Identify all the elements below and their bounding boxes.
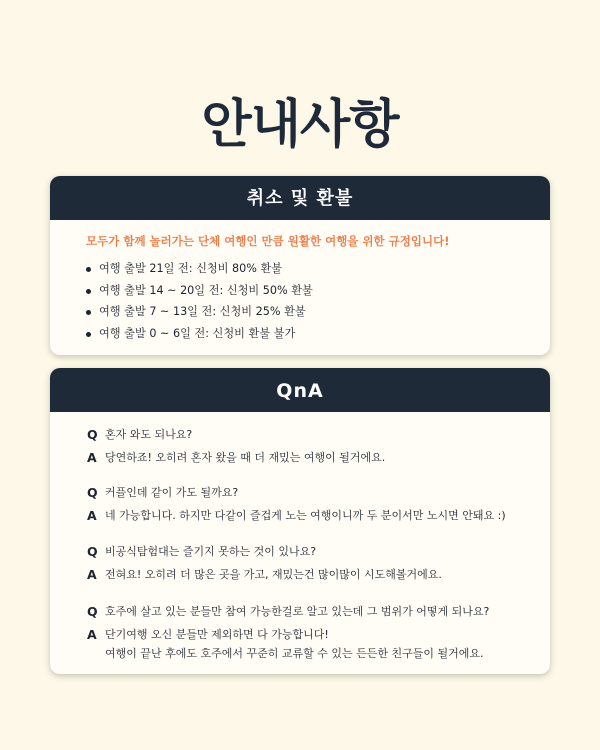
refund-notice: 모두가 함께 놀러가는 단체 여행인 만큼 원활한 여행을 위한 규정입니다!	[86, 234, 450, 248]
answer-row	[87, 505, 540, 526]
question-row	[87, 482, 540, 503]
bullet-icon	[86, 267, 91, 272]
question-mark: Q	[87, 485, 98, 500]
refund-item	[84, 280, 550, 302]
question-row	[87, 601, 540, 622]
answer-row	[87, 447, 540, 468]
bullet-icon	[86, 289, 91, 294]
refund-list	[50, 258, 550, 344]
bullet-icon	[86, 332, 91, 337]
refund-item-text: 여행 출발 7 ~ 13일 전: 신청비 25% 환불	[99, 305, 306, 318]
answer-text: 네 가능합니다. 하지만 다같이 즐겁게 노는 여행이니까 두 분이서만 노시면 안돼요 :)	[105, 509, 506, 522]
question-row	[87, 424, 540, 445]
qna-item	[87, 482, 540, 526]
page-title: 안내사항	[201, 95, 399, 155]
answer-text-continued: 여행이 끝난 후에도 호주에서 꾸준히 교류할 수 있는 든든한 친구들이 될거에요.	[105, 647, 484, 660]
qna-card	[50, 368, 550, 674]
answer-mark: A	[87, 450, 97, 465]
question-mark: Q	[87, 604, 98, 619]
answer-text: 단기여행 오신 분들만 제외하면 다 가능합니다!	[105, 628, 329, 641]
refund-card-header: 취소 및 환불	[50, 176, 550, 220]
refund-item-text: 여행 출발 0 ~ 6일 전: 신청비 환불 불가	[99, 326, 296, 340]
refund-item	[84, 258, 550, 280]
question-mark: Q	[87, 427, 98, 442]
qna-item	[87, 541, 540, 585]
refund-card	[50, 176, 550, 355]
question-text: 호주에 살고 있는 분들만 참여 가능한걸로 알고 있는데 그 범위가 어떻게 되나요?	[105, 605, 490, 618]
refund-item-text: 여행 출발 14 ~ 20일 전: 신청비 50% 환불	[99, 283, 313, 297]
refund-item	[84, 301, 550, 323]
question-mark: Q	[87, 544, 98, 559]
refund-item	[84, 323, 550, 345]
question-text: 커플인데 같이 가도 될까요?	[105, 486, 239, 499]
question-row	[87, 541, 540, 562]
answer-text: 당연하죠! 오히려 혼자 왔을 때 더 재밌는 여행이 될거에요.	[105, 451, 386, 464]
answer-text: 전혀요! 오히려 더 많은 곳을 가고, 재밌는건 많이많이 시도해볼거에요.	[105, 568, 442, 581]
question-text: 혼자 와도 되나요?	[105, 428, 193, 441]
answer-mark: A	[87, 508, 97, 523]
qna-item	[87, 424, 540, 468]
qna-item	[87, 601, 540, 663]
answer-mark: A	[87, 627, 97, 642]
question-text: 비공식탐험대는 즐기지 못하는 것이 있나요?	[105, 545, 317, 558]
qna-card-header: QnA	[50, 368, 550, 412]
answer-row	[87, 624, 540, 645]
refund-item-text: 여행 출발 21일 전: 신청비 80% 환불	[99, 262, 283, 275]
answer-mark: A	[87, 567, 97, 582]
answer-row	[87, 564, 540, 585]
bullet-icon	[86, 310, 91, 315]
